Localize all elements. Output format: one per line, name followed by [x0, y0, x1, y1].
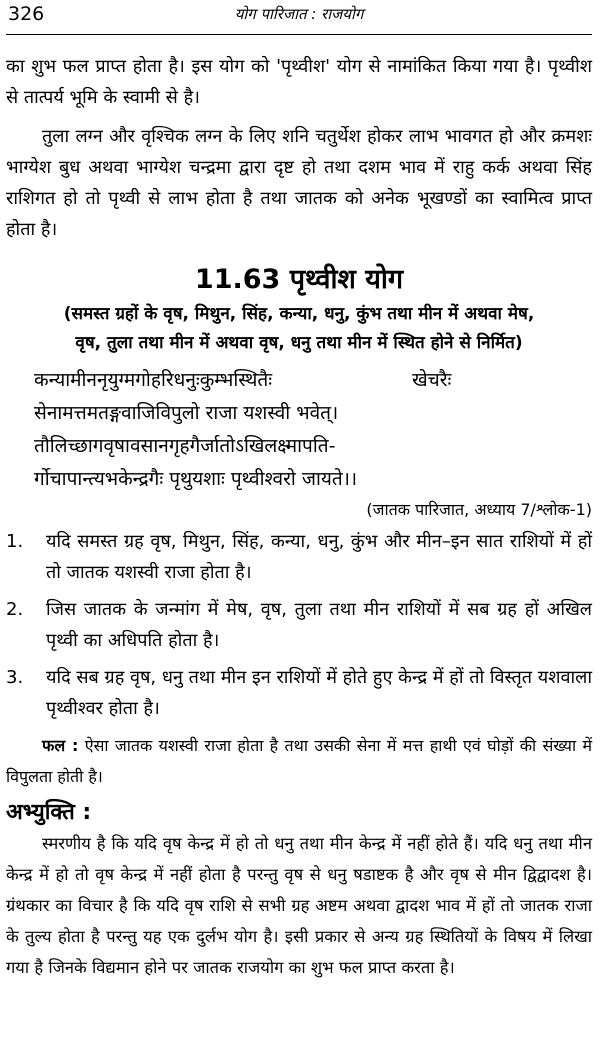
verse-line-1b: खेचरैः — [412, 369, 452, 391]
list-item-number: 2. — [6, 599, 24, 620]
list-item-text: यदि समस्त ग्रह वृष, मिथुन, सिंह, कन्या, धनु, कुंभ और मीन–इन सात राशियों में हों तो जातक यशस्वी राजा होता है। — [46, 531, 592, 583]
section-heading: 11.63 पृथ्वीश योग — [194, 264, 404, 295]
verse-citation: (जातक पारिजात, अध्याय 7/श्लोक-1) — [366, 500, 592, 519]
verse-line-2: सेनामत्तमतङ्गवाजिविपुलो राजा यशस्वी भवेत्। — [34, 402, 339, 424]
verse-line-1 — [34, 364, 592, 397]
sanskrit-verse — [34, 364, 592, 496]
phal-text: ऐसा जातक यशस्वी राजा होता है तथा उसकी सेना में मत्त हाथी एवं घोड़ों की संख्या में विपुलता होती है। — [6, 736, 593, 786]
paragraph-tula-lagna: तुला लग्न और वृश्चिक लग्न के लिए शनि चतुर्थेश होकर लाभ भावगत हो और क्रमशः भाग्येश बुध अथवा भाग्येश चन्द्रमा द्वारा दृष्ट हो तथा दशम भाव में राहु कर्क अथवा सिंह राशिगत हो तो पृथ्वी से लाभ होता है तथा जातक को अनेक भूखण्डों का स्वामित्व प्राप्त होता है। — [6, 126, 592, 240]
list-item — [6, 526, 592, 588]
paragraph-continued: का शुभ फल प्राप्त होता है। इस योग को 'पृथ्वीश' योग से नामांकित किया गया है। पृथ्वीश से तात्पर्य भूमि के स्वामी से है। — [6, 56, 592, 108]
section-subheading-line1: (समस्त ग्रहों के वृष, मिथुन, सिंह, कन्या, धनु, कुंभ तथा मीन में अथवा मेष, — [63, 304, 535, 324]
abhyukti-heading: अभ्युक्ति : — [6, 800, 92, 825]
list-item-text: यदि सब ग्रह वृष, धनु तथा मीन इन राशियों में होते हुए केन्द्र में हों तो विस्तृत यशवाला पृथ्वीश्वर होता है। — [46, 667, 592, 719]
page-number: 326 — [8, 3, 45, 25]
section-subheading-line2: वृष, तुला तथा मीन में अथवा वृष, धनु तथा मीन में स्थित होने से निर्मित) — [75, 333, 523, 353]
verse-line-3: तौलिच्छागवृषावसानगृहगैर्जातोऽखिलक्ष्मापति- — [34, 435, 336, 457]
verse-line-1a: कन्यामीननृयुग्मगोहरिधनुःकुम्भस्थितैः — [34, 369, 273, 391]
abhyukti-paragraph: स्मरणीय है कि यदि वृष केन्द्र में हो तो धनु तथा मीन केन्द्र में नहीं होते हैं। यदि धनु तथा मीन केन्द्र में हो तो वृष केन्द्र में नहीं होता है परन्तु वृष से धनु षडाष्टक है और वृष से मीन द्विद्वादश है। ग्रंथकार का विचार है कि यदि वृष राशि से सभी ग्रह अष्टम अथवा द्वादश भाव में हों तो जातक राजा के तुल्य होता है परन्तु यह एक दुर्लभ योग है। इसी प्रकार से अन्य ग्रह स्थितियों के विषय में लिखा गया है जिनके विद्यमान होने पर जातक राजयोग का शुभ फल प्राप्त करता है। — [6, 834, 592, 977]
phal-label: फल : — [42, 736, 79, 755]
list-item-number: 1. — [6, 531, 24, 552]
list-item — [6, 594, 592, 656]
page-header — [6, 0, 592, 35]
list-item-text: जिस जातक के जन्मांग में मेष, वृष, तुला तथा मीन राशियों में सब ग्रह हों अखिल पृथ्वी का अधिपति होता है। — [46, 599, 592, 651]
verse-line-4: र्गोचापान्त्यभकेन्द्रगैः पृथुयशाः पृथ्वीश्वरो जायते।। — [34, 468, 358, 490]
running-title: योग पारिजात : राजयोग — [234, 5, 364, 23]
list-item-number: 3. — [6, 667, 24, 688]
phal-paragraph — [6, 730, 592, 792]
list-item — [6, 662, 592, 724]
